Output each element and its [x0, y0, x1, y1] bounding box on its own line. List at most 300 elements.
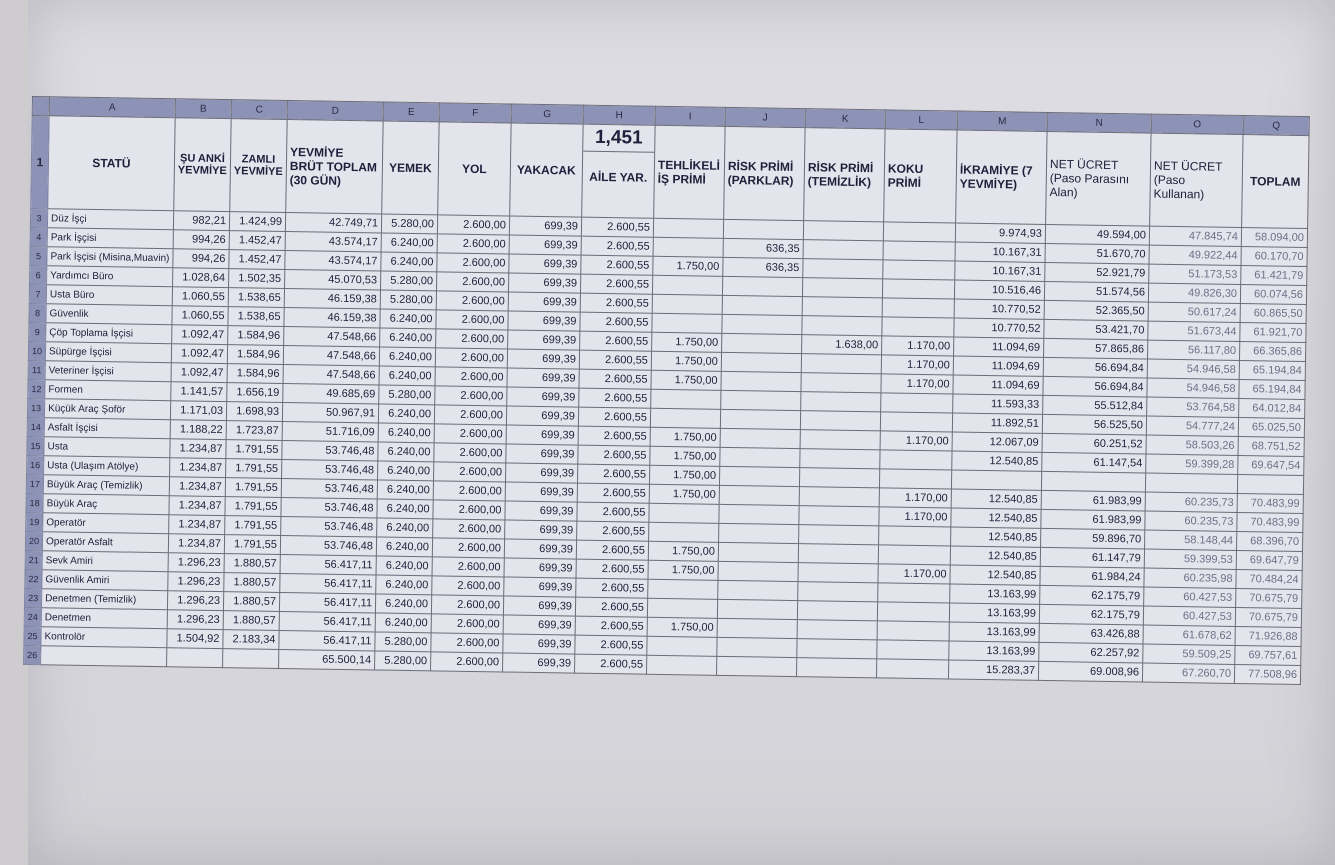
row-statu[interactable]: Büyük Araç (Temizlik) [43, 475, 169, 496]
cell-d[interactable]: 56.417,11 [279, 630, 375, 651]
cell-e[interactable]: 5.280,00 [380, 271, 436, 291]
cell-q[interactable]: 70.483,99 [1237, 512, 1303, 532]
cell-nn[interactable]: 49.594,00 [1045, 224, 1149, 245]
cell-b[interactable]: 1.296,23 [167, 591, 223, 611]
cell-b[interactable]: 1.060,55 [172, 306, 228, 326]
cell-e[interactable]: 6.240,00 [380, 328, 436, 348]
cell-q[interactable]: 60.865,50 [1240, 304, 1306, 324]
cell-c[interactable]: 1.791,55 [225, 459, 281, 479]
row-statu[interactable]: Usta Büro [46, 285, 172, 306]
cell-h[interactable]: 2.600,55 [581, 217, 653, 237]
row-number[interactable]: 15 [27, 436, 44, 455]
cell-d[interactable]: 45.070,53 [284, 269, 380, 290]
cell-j[interactable] [718, 580, 798, 600]
row-number[interactable]: 1 [31, 116, 49, 209]
cell-e[interactable]: 5.280,00 [379, 385, 435, 405]
cell-q[interactable]: 64.012,84 [1239, 398, 1305, 418]
row-number[interactable]: 25 [24, 626, 41, 645]
col-m[interactable]: M [957, 111, 1047, 131]
cell-e[interactable]: 6.240,00 [376, 575, 432, 595]
cell-i[interactable] [647, 636, 717, 656]
cell-o[interactable]: 59.399,53 [1144, 549, 1236, 569]
col-b[interactable]: B [175, 99, 231, 119]
cell-c[interactable]: 1.424,99 [229, 212, 285, 232]
cell-j[interactable]: 636,35 [723, 238, 803, 258]
cell-i[interactable] [650, 408, 720, 428]
cell-i[interactable] [648, 579, 718, 599]
cell-i[interactable]: 1.750,00 [653, 256, 723, 276]
cell-g[interactable]: 699,39 [506, 406, 578, 426]
cell-i[interactable] [652, 275, 722, 295]
cell-d[interactable]: 51.716,09 [282, 421, 378, 442]
cell-nn[interactable]: 52.921,79 [1045, 262, 1149, 283]
cell-e[interactable]: 6.240,00 [375, 613, 431, 633]
cell-l[interactable]: 1.170,00 [881, 374, 953, 394]
cell-m[interactable]: 13.163,99 [949, 622, 1039, 642]
cell-g[interactable]: 699,39 [507, 349, 579, 369]
cell-h[interactable]: 2.600,55 [580, 293, 652, 313]
cell-m[interactable]: 13.163,99 [949, 641, 1039, 661]
cell-e[interactable]: 6.240,00 [378, 404, 434, 424]
row-statu[interactable]: Büyük Araç [43, 494, 169, 515]
cell-m[interactable]: 11.094,69 [953, 356, 1043, 376]
cell-h[interactable]: 2.600,55 [577, 464, 649, 484]
cell-b[interactable]: 1.092,47 [171, 344, 227, 364]
cell-b[interactable]: 1.092,47 [171, 363, 227, 383]
cell-k[interactable] [799, 506, 879, 526]
row-number[interactable]: 10 [28, 341, 45, 360]
row-number[interactable]: 11 [28, 360, 45, 379]
cell-c[interactable] [222, 649, 278, 669]
cell-g[interactable]: 699,39 [508, 273, 580, 293]
cell-l[interactable] [877, 602, 949, 622]
cell-m[interactable]: 11.094,69 [953, 375, 1043, 395]
cell-m[interactable]: 12.067,09 [952, 432, 1042, 452]
cell-nn[interactable]: 62.175,79 [1040, 585, 1144, 606]
cell-m[interactable]: 10.167,31 [955, 242, 1045, 262]
cell-g[interactable]: 699,39 [505, 520, 577, 540]
cell-o[interactable] [1145, 473, 1237, 493]
cell-m[interactable]: 10.770,52 [954, 318, 1044, 338]
cell-b[interactable]: 1.234,87 [169, 477, 225, 497]
cell-j[interactable] [722, 314, 802, 334]
cell-m[interactable]: 15.283,37 [948, 660, 1038, 680]
cell-i[interactable] [653, 237, 723, 257]
cell-h[interactable]: 2.600,55 [581, 236, 653, 256]
cell-c[interactable]: 1.880,57 [224, 554, 280, 574]
row-statu[interactable]: Çöp Toplama İşçisi [46, 323, 172, 344]
cell-f[interactable]: 2.600,00 [431, 633, 503, 653]
cell-f[interactable]: 2.600,00 [435, 386, 507, 406]
cell-i[interactable] [647, 598, 717, 618]
cell-c[interactable]: 1.791,55 [225, 516, 281, 536]
row-number[interactable]: 12 [28, 379, 45, 398]
row-statu[interactable]: Park İşçisi (Misina,Muavin) [47, 247, 173, 268]
cell-d[interactable]: 47.548,66 [284, 326, 380, 347]
cell-q[interactable]: 77.508,96 [1234, 664, 1300, 684]
cell-f[interactable]: 2.600,00 [431, 595, 503, 615]
cell-q[interactable]: 60.074,56 [1240, 285, 1306, 305]
cell-d[interactable]: 47.548,66 [283, 364, 379, 385]
row-number[interactable]: 21 [25, 550, 42, 569]
cell-nn[interactable]: 51.574,56 [1044, 281, 1148, 302]
cell-c[interactable]: 1.723,87 [226, 421, 282, 441]
cell-c[interactable]: 1.584,96 [227, 364, 283, 384]
row-statu[interactable]: Yardımcı Büro [47, 266, 173, 287]
cell-i[interactable] [649, 503, 719, 523]
cell-q[interactable]: 60.170,70 [1241, 247, 1307, 267]
cell-o[interactable]: 51.673,44 [1148, 321, 1240, 341]
cell-i[interactable]: 1.750,00 [648, 541, 718, 561]
cell-k[interactable] [803, 221, 883, 241]
row-number[interactable]: 23 [24, 588, 41, 607]
cell-j[interactable] [720, 428, 800, 448]
cell-b[interactable]: 1.141,57 [171, 382, 227, 402]
cell-nn[interactable]: 61.147,79 [1040, 547, 1144, 568]
cell-l[interactable]: 1.170,00 [879, 488, 951, 508]
cell-l[interactable] [876, 659, 948, 679]
cell-j[interactable] [719, 523, 799, 543]
col-h[interactable]: H [583, 105, 655, 125]
cell-g[interactable]: 699,39 [509, 216, 581, 236]
cell-k[interactable] [802, 297, 882, 317]
cell-o[interactable]: 53.764,58 [1147, 397, 1239, 417]
cell-j[interactable] [718, 542, 798, 562]
cell-c[interactable]: 1.791,55 [225, 497, 281, 517]
cell-nn[interactable]: 62.257,92 [1039, 642, 1143, 663]
cell-f[interactable]: 2.600,00 [432, 557, 504, 577]
cell-j[interactable] [722, 276, 802, 296]
cell-q[interactable] [1237, 474, 1303, 494]
cell-o[interactable]: 58.148,44 [1144, 530, 1236, 550]
cell-nn[interactable]: 59.896,70 [1040, 528, 1144, 549]
row-number[interactable]: 5 [30, 246, 47, 265]
cell-j[interactable] [722, 295, 802, 315]
cell-m[interactable]: 10.167,31 [955, 261, 1045, 281]
cell-j[interactable] [718, 561, 798, 581]
cell-f[interactable]: 2.600,00 [434, 424, 506, 444]
cell-nn[interactable]: 60.251,52 [1042, 433, 1146, 454]
cell-q[interactable]: 61.921,70 [1240, 323, 1306, 343]
cell-l[interactable]: 1.170,00 [881, 336, 953, 356]
cell-g[interactable]: 699,39 [505, 501, 577, 521]
cell-c[interactable]: 1.880,57 [223, 611, 279, 631]
cell-d[interactable]: 53.746,48 [280, 535, 376, 556]
cell-c[interactable]: 1.791,55 [225, 478, 281, 498]
cell-d[interactable]: 46.159,38 [284, 307, 380, 328]
col-a[interactable]: A [49, 97, 175, 118]
cell-e[interactable]: 6.240,00 [380, 309, 436, 329]
cell-g[interactable]: 699,39 [507, 387, 579, 407]
cell-o[interactable]: 47.845,74 [1149, 226, 1241, 246]
cell-f[interactable]: 2.600,00 [433, 481, 505, 501]
cell-c[interactable]: 1.584,96 [227, 345, 283, 365]
cell-o[interactable]: 60.235,98 [1144, 568, 1236, 588]
cell-f[interactable]: 2.600,00 [433, 500, 505, 520]
cell-q[interactable]: 65.194,84 [1239, 379, 1305, 399]
cell-nn[interactable]: 63.426,88 [1039, 623, 1143, 644]
cell-q[interactable]: 68.396,70 [1236, 531, 1302, 551]
cell-d[interactable]: 42.749,71 [285, 212, 381, 233]
cell-i[interactable]: 1.750,00 [652, 332, 722, 352]
cell-g[interactable]: 699,39 [504, 558, 576, 578]
cell-k[interactable] [801, 373, 881, 393]
cell-o[interactable]: 54.946,58 [1147, 378, 1239, 398]
cell-g[interactable]: 699,39 [507, 368, 579, 388]
row-statu[interactable]: Operatör [43, 513, 169, 534]
cell-f[interactable]: 2.600,00 [433, 462, 505, 482]
cell-i[interactable]: 1.750,00 [651, 351, 721, 371]
cell-d[interactable]: 65.500,14 [278, 649, 374, 670]
cell-q[interactable]: 69.757,61 [1235, 645, 1301, 665]
cell-q[interactable]: 70.675,79 [1235, 607, 1301, 627]
row-statu[interactable]: Düz İşçi [47, 209, 173, 230]
cell-d[interactable]: 53.746,48 [281, 497, 377, 518]
cell-q[interactable]: 70.675,79 [1236, 588, 1302, 608]
cell-g[interactable]: 699,39 [508, 330, 580, 350]
cell-j[interactable] [721, 333, 801, 353]
cell-b[interactable]: 1.234,87 [168, 534, 224, 554]
cell-i[interactable] [649, 522, 719, 542]
cell-g[interactable]: 699,39 [505, 482, 577, 502]
col-j[interactable]: J [725, 107, 805, 127]
cell-i[interactable]: 1.750,00 [650, 446, 720, 466]
cell-l[interactable] [882, 279, 954, 299]
cell-d[interactable]: 53.746,48 [281, 459, 377, 480]
cell-l[interactable] [881, 393, 953, 413]
cell-q[interactable]: 69.647,54 [1238, 455, 1304, 475]
cell-k[interactable] [796, 658, 876, 678]
cell-h[interactable]: 2.600,55 [579, 369, 651, 389]
cell-b[interactable]: 1.504,92 [167, 629, 223, 649]
cell-i[interactable]: 1.750,00 [649, 465, 719, 485]
cell-q[interactable]: 70.483,99 [1237, 493, 1303, 513]
cell-c[interactable]: 1.880,57 [223, 592, 279, 612]
cell-b[interactable]: 994,26 [173, 230, 229, 250]
cell-e[interactable]: 5.280,00 [374, 651, 430, 671]
cell-k[interactable] [800, 449, 880, 469]
cell-f[interactable]: 2.600,00 [432, 538, 504, 558]
cell-o[interactable]: 49.922,44 [1149, 245, 1241, 265]
cell-o[interactable]: 51.173,53 [1149, 264, 1241, 284]
cell-k[interactable] [803, 259, 883, 279]
cell-d[interactable]: 56.417,11 [280, 554, 376, 575]
cell-d[interactable]: 43.574,17 [285, 250, 381, 271]
col-k[interactable]: K [805, 109, 885, 129]
cell-d[interactable]: 53.746,48 [281, 478, 377, 499]
cell-m[interactable]: 10.770,52 [954, 299, 1044, 319]
cell-f[interactable]: 2.600,00 [437, 234, 509, 254]
cell-f[interactable]: 2.600,00 [436, 272, 508, 292]
cell-h[interactable]: 2.600,55 [580, 331, 652, 351]
cell-l[interactable]: 1.170,00 [879, 507, 951, 527]
cell-h[interactable]: 2.600,55 [578, 445, 650, 465]
col-e[interactable]: E [383, 102, 439, 122]
cell-k[interactable] [798, 582, 878, 602]
cell-k[interactable] [801, 354, 881, 374]
cell-f[interactable]: 2.600,00 [434, 405, 506, 425]
cell-l[interactable] [877, 621, 949, 641]
cell-j[interactable] [723, 219, 803, 239]
row-number[interactable]: 13 [27, 398, 44, 417]
cell-b[interactable]: 1.188,22 [170, 420, 226, 440]
cell-g[interactable]: 699,39 [508, 292, 580, 312]
cell-l[interactable] [878, 526, 950, 546]
cell-m[interactable]: 13.163,99 [950, 584, 1040, 604]
cell-h[interactable]: 2.600,55 [576, 540, 648, 560]
cell-nn[interactable]: 56.694,84 [1043, 357, 1147, 378]
row-number[interactable]: 8 [29, 303, 46, 322]
corner-cell[interactable] [32, 97, 49, 116]
row-statu[interactable]: Asfalt İşçisi [44, 418, 170, 439]
cell-nn[interactable]: 61.983,99 [1041, 490, 1145, 511]
cell-h[interactable]: 2.600,55 [578, 426, 650, 446]
row-number[interactable]: 7 [29, 284, 46, 303]
cell-b[interactable]: 1.234,87 [170, 439, 226, 459]
cell-j[interactable] [719, 504, 799, 524]
cell-d[interactable]: 56.417,11 [279, 592, 375, 613]
col-o[interactable]: O [1151, 114, 1243, 134]
row-number[interactable]: 3 [30, 208, 47, 227]
cell-b[interactable]: 1.092,47 [172, 325, 228, 345]
cell-e[interactable]: 6.240,00 [378, 423, 434, 443]
row-number[interactable]: 19 [26, 512, 43, 531]
row-number[interactable]: 6 [30, 265, 47, 284]
cell-j[interactable] [717, 599, 797, 619]
cell-j[interactable]: 636,35 [723, 257, 803, 277]
cell-e[interactable]: 6.240,00 [375, 594, 431, 614]
cell-o[interactable]: 54.946,58 [1147, 359, 1239, 379]
cell-g[interactable]: 699,39 [503, 634, 575, 654]
cell-e[interactable]: 6.240,00 [377, 518, 433, 538]
cell-b[interactable]: 1.296,23 [168, 572, 224, 592]
cell-b[interactable]: 982,21 [173, 211, 229, 231]
cell-b[interactable]: 1.028,64 [172, 268, 228, 288]
cell-e[interactable]: 6.240,00 [381, 252, 437, 272]
cell-e[interactable]: 6.240,00 [381, 233, 437, 253]
cell-g[interactable]: 699,39 [504, 577, 576, 597]
cell-q[interactable]: 70.484,24 [1236, 569, 1302, 589]
cell-l[interactable] [878, 583, 950, 603]
cell-h[interactable]: 2.600,55 [575, 635, 647, 655]
cell-l[interactable] [878, 545, 950, 565]
cell-k[interactable] [797, 601, 877, 621]
cell-c[interactable]: 2.183,34 [223, 630, 279, 650]
cell-c[interactable]: 1.452,47 [229, 250, 285, 270]
cell-k[interactable] [800, 430, 880, 450]
cell-h[interactable]: 2.600,55 [577, 502, 649, 522]
cell-k[interactable] [801, 392, 881, 412]
cell-f[interactable]: 2.600,00 [434, 443, 506, 463]
cell-g[interactable]: 699,39 [506, 444, 578, 464]
row-statu[interactable]: Denetmen (Temizlik) [41, 589, 167, 610]
cell-o[interactable]: 50.617,24 [1148, 302, 1240, 322]
row-statu[interactable]: Kontrolör [41, 627, 167, 648]
cell-nn[interactable]: 57.865,86 [1043, 338, 1147, 359]
cell-i[interactable] [652, 294, 722, 314]
cell-l[interactable] [883, 241, 955, 261]
cell-f[interactable]: 2.600,00 [437, 253, 509, 273]
cell-c[interactable]: 1.584,96 [228, 326, 284, 346]
cell-k[interactable] [797, 639, 877, 659]
cell-o[interactable]: 54.777,24 [1146, 416, 1238, 436]
cell-j[interactable] [719, 466, 799, 486]
cell-d[interactable]: 43.574,17 [285, 231, 381, 252]
cell-i[interactable]: 1.750,00 [648, 560, 718, 580]
cell-l[interactable]: 1.170,00 [881, 355, 953, 375]
cell-h[interactable]: 2.600,55 [577, 483, 649, 503]
cell-l[interactable] [877, 640, 949, 660]
col-l[interactable]: L [885, 110, 957, 130]
cell-e[interactable]: 6.240,00 [376, 537, 432, 557]
cell-k[interactable] [802, 316, 882, 336]
cell-l[interactable] [880, 450, 952, 470]
cell-f[interactable]: 2.600,00 [435, 367, 507, 387]
cell-nn[interactable]: 61.147,54 [1042, 452, 1146, 473]
cell-e[interactable]: 6.240,00 [379, 366, 435, 386]
cell-e[interactable]: 6.240,00 [377, 480, 433, 500]
cell-b[interactable]: 1.296,23 [167, 610, 223, 630]
cell-e[interactable]: 6.240,00 [377, 461, 433, 481]
cell-h[interactable]: 2.600,55 [575, 616, 647, 636]
row-statu[interactable]: Güvenlik [46, 304, 172, 325]
row-statu[interactable]: Güvenlik Amiri [42, 570, 168, 591]
cell-j[interactable] [721, 352, 801, 372]
cell-i[interactable]: 1.750,00 [647, 617, 717, 637]
cell-l[interactable] [882, 317, 954, 337]
row-number[interactable]: 26 [24, 645, 41, 664]
cell-m[interactable]: 12.540,85 [950, 565, 1040, 585]
cell-e[interactable]: 6.240,00 [378, 442, 434, 462]
cell-nn[interactable]: 61.984,24 [1040, 566, 1144, 587]
cell-c[interactable]: 1.698,93 [226, 402, 282, 422]
cell-i[interactable]: 1.750,00 [650, 427, 720, 447]
cell-o[interactable]: 59.509,25 [1143, 644, 1235, 664]
cell-l[interactable] [882, 298, 954, 318]
cell-h[interactable]: 2.600,55 [579, 350, 651, 370]
cell-q[interactable]: 58.094,00 [1241, 228, 1307, 248]
cell-l[interactable] [879, 469, 951, 489]
cell-b[interactable]: 1.234,87 [169, 496, 225, 516]
cell-h[interactable]: 2.600,55 [576, 578, 648, 598]
cell-d[interactable]: 53.746,48 [282, 440, 378, 461]
cell-m[interactable]: 9.974,93 [955, 223, 1045, 243]
cell-e[interactable]: 6.240,00 [379, 347, 435, 367]
cell-j[interactable] [721, 390, 801, 410]
cell-m[interactable]: 12.540,85 [952, 451, 1042, 471]
cell-q[interactable]: 69.647,79 [1236, 550, 1302, 570]
cell-d[interactable]: 46.159,38 [284, 288, 380, 309]
cell-nn[interactable]: 56.694,84 [1043, 376, 1147, 397]
cell-h[interactable]: 2.600,55 [577, 521, 649, 541]
cell-k[interactable] [799, 525, 879, 545]
cell-b[interactable] [166, 648, 222, 668]
cell-j[interactable] [720, 409, 800, 429]
cell-b[interactable]: 994,26 [173, 249, 229, 269]
cell-c[interactable]: 1.502,35 [228, 269, 284, 289]
cell-j[interactable] [717, 637, 797, 657]
cell-q[interactable]: 71.926,88 [1235, 626, 1301, 646]
cell-nn[interactable]: 53.421,70 [1044, 319, 1148, 340]
col-n[interactable]: N [1047, 112, 1151, 133]
cell-l[interactable] [883, 260, 955, 280]
row-number[interactable]: 16 [27, 455, 44, 474]
cell-g[interactable]: 699,39 [509, 235, 581, 255]
row-statu[interactable]: Formen [45, 380, 171, 401]
cell-e[interactable]: 6.240,00 [376, 556, 432, 576]
cell-l[interactable]: 1.170,00 [878, 564, 950, 584]
cell-g[interactable]: 699,39 [509, 254, 581, 274]
